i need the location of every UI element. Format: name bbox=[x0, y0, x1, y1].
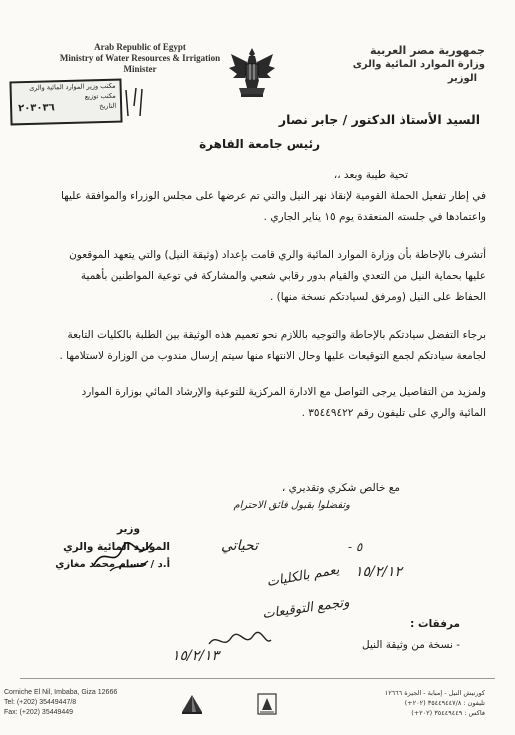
paragraph-4: ولمزيد من التفاصيل يرجى التواصل مع الادارة المركزية للتوعية والإرشاد المائي بوزارة الموارد المائية والري على تليفون رقم ٣٥٤٤٩٤٢٢ . bbox=[81, 386, 486, 419]
stamp-office: مكتب وزير الموارد المائية والرى bbox=[29, 81, 116, 92]
pyramid-logo-icon bbox=[180, 692, 204, 716]
addressee-title: رئيس جامعة القاهرة bbox=[199, 137, 320, 151]
handwritten-date-bottom: ١٥/٢/١٣ bbox=[172, 648, 220, 664]
handwritten-date-top: ١٥/٢/١٢ bbox=[355, 564, 403, 580]
letter-body bbox=[56, 186, 486, 424]
letterhead-minister-en: Minister bbox=[123, 64, 157, 74]
footer-fax-en: Fax: (+202) 35449449 bbox=[4, 709, 74, 716]
footer-tel-ar: تليفون : ٣٥٤٤٩٤٤٧/٨ (٢٠٢+) bbox=[404, 699, 485, 707]
footer-street-ar: كورنيش النيل - إمبابة - الجيزة ١٢٦٦٦ bbox=[384, 689, 485, 697]
eagle-emblem-icon bbox=[227, 44, 277, 100]
incoming-stamp bbox=[9, 79, 122, 126]
letterhead-country-en: Arab Republic of Egypt bbox=[94, 42, 186, 52]
handwritten-note-1: يعمم بالكليات bbox=[265, 562, 341, 591]
letterhead-english bbox=[40, 42, 240, 75]
letterhead-arabic bbox=[330, 44, 485, 86]
stamp-dept: مكتب توزيع bbox=[84, 91, 116, 101]
letterhead-minister-ar: الوزير bbox=[447, 73, 477, 84]
paragraph-3: برجاء التفضل سيادتكم بالإحاطة والتوجيه باللازم نحو تعميم هذه الوثيقة بين الطلبة بالكليات التابعة لجامعة سيادتكم لجمع التوقيعات عليها وحال الانتهاء منها سيتم إرسال مندوب من الوزارة لاستلامها . bbox=[59, 329, 486, 362]
stamp-number: ٢٠٣٠٣٦ bbox=[18, 102, 55, 115]
handwritten-note-2: وتجمع التوقيعات bbox=[261, 595, 351, 623]
paragraph-1: في إطار تفعيل الحملة القومية لإنقاذ نهر النيل والتي تم عرضها على مجلس الوزراء والموافقة عليها واعتمادها في جلسته المنعقدة يوم ١٥ يناير الجاري . bbox=[60, 190, 486, 223]
handwritten-tahiyati: تحياتي bbox=[221, 538, 258, 554]
signature-title: وزير bbox=[116, 523, 140, 535]
signature-name: أ.د / حسام محمد مغازي bbox=[55, 559, 170, 570]
signature-ministry: الموارد المائية والري bbox=[63, 541, 170, 553]
footer-address-en bbox=[4, 688, 174, 718]
paragraph-2: أتشرف بالإحاطة بأن وزارة الموارد المائية والري قامت بإعداد (وثيقة النيل) والتي يتعهد الموقعون عليها بحماية النيل من التعدي والقيام بدور رقابي شعبي والمشاركة في توعية المواطنين بأهمية الحفاظ على النيل (ومرفق لسيادتكم نسخة منها) . bbox=[69, 249, 486, 303]
footer-street-en: Corniche El Nil, Imbaba, Giza 12666 bbox=[4, 689, 118, 696]
greeting: تحية طيبة وبعد ،، bbox=[333, 169, 408, 181]
letterhead-ministry-ar: وزارة الموارد المائية والرى bbox=[352, 59, 485, 70]
footer-address-ar bbox=[335, 688, 485, 718]
stamp-date-label: التاريخ bbox=[99, 101, 117, 111]
footer-divider bbox=[20, 678, 495, 679]
footer-tel-en: Tel: (+202) 35449447/8 bbox=[4, 699, 77, 706]
attachments-item: - نسخة من وثيقة النيل bbox=[362, 639, 460, 651]
closing-thanks: مع خالص شكري وتقديري ، bbox=[281, 482, 400, 494]
letterhead-ministry-en: Ministry of Water Resources & Irrigation bbox=[59, 53, 221, 63]
attachments-heading: مرفقات : bbox=[410, 618, 460, 630]
handwritten-date-marks: - ٥ bbox=[348, 540, 363, 554]
letterhead-country-ar: جمهورية مصر العربية bbox=[370, 44, 485, 57]
stamp-scribble-mark bbox=[122, 86, 152, 122]
closing-respect: وتفضلوا بقبول فائق الاحترام bbox=[233, 500, 350, 511]
addressee-name: السيد الأستاذ الدكتور / جابر نصار bbox=[278, 112, 480, 127]
minister-signature-scribble bbox=[90, 535, 160, 575]
footer-fax-ar: فاكس : ٣٥٤٤٩٤٤٩ (٢٠٢+) bbox=[411, 709, 485, 717]
ministry-seal-icon bbox=[256, 692, 278, 716]
